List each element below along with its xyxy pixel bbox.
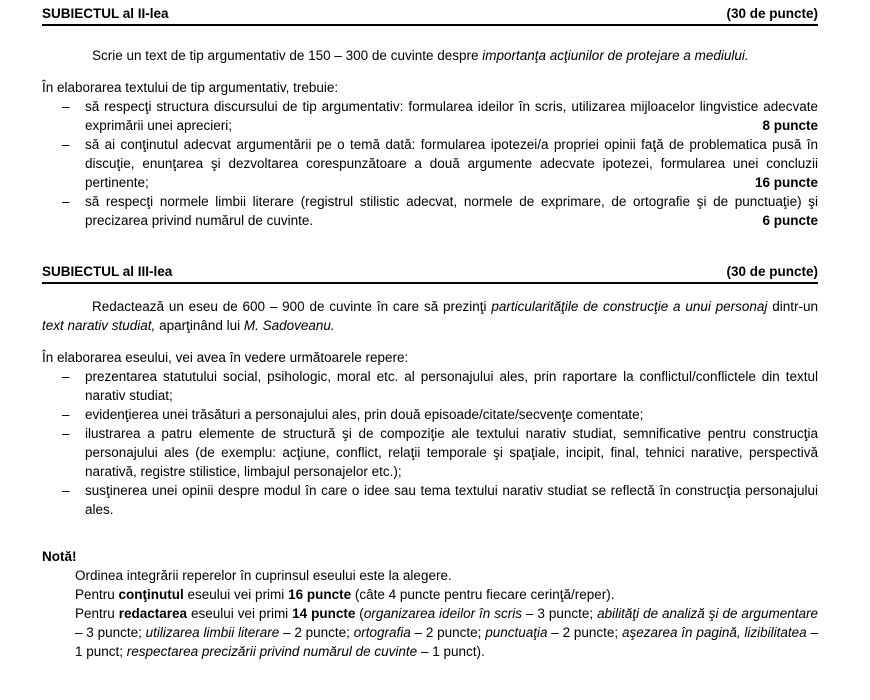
bullet-dash: –	[62, 483, 70, 498]
section3-header	[42, 262, 818, 284]
text-run-italic: organizarea ideilor în scris	[363, 606, 522, 621]
note-line-content-points	[75, 585, 818, 604]
text-run: să respecţi normele limbii literare (registrul stilistic adecvat, normele de exprimare, de ortografie şi de punctuaţie) şi precizarea privind numărul de cuvinte.	[85, 194, 818, 228]
requirement-item	[42, 424, 818, 481]
text-run: (	[355, 606, 364, 621]
text-run: dintr-un	[767, 299, 819, 314]
text-run: – 2 puncte;	[279, 625, 354, 640]
text-run-italic: M. Sadoveanu.	[243, 318, 335, 333]
requirement-text	[85, 97, 818, 135]
bullet-dash: –	[62, 194, 70, 209]
text-run-bold: 16 puncte	[288, 587, 352, 602]
bullet-dash: –	[62, 426, 70, 441]
requirement-text	[85, 135, 818, 192]
note-line-writing-points	[75, 604, 818, 661]
section3-requirements	[42, 367, 818, 519]
text-run-bold: redactarea	[118, 606, 188, 621]
text-run-italic: importanţa acţiunilor de protejare a mediului.	[482, 48, 749, 63]
section3-task-paragraph	[42, 297, 818, 335]
requirement-item	[42, 97, 818, 135]
text-run: aparţinând lui	[155, 318, 244, 333]
points-label: 6 puncte	[762, 213, 818, 228]
text-run: eseului vei primi	[183, 587, 289, 602]
text-run-bold: conţinutul	[118, 587, 184, 602]
requirement-text	[85, 481, 818, 519]
text-run: prezentarea statutului social, psihologic, moral etc. al personajului ales, prin raportare la conflictul/conflictele din textul narativ studiat;	[85, 369, 818, 403]
text-run: – 2 puncte;	[547, 625, 622, 640]
text-run: eseului vei primi	[187, 606, 293, 621]
text-run: – 3 puncte;	[75, 625, 146, 640]
requirement-item	[42, 135, 818, 192]
text-run: evidenţierea unei trăsături a personajului ales, prin două episoade/citate/secvenţe comentate;	[85, 407, 644, 422]
note-label: Notă!	[42, 549, 77, 564]
section2-title: SUBIECTUL al II-lea	[42, 6, 169, 21]
requirement-text	[85, 424, 818, 481]
text-run: să respecţi structura discursului de tip argumentativ: formularea ideilor în scris, utilizarea mijloacelor lingvistice adecvate exprimării unei aprecieri;	[85, 99, 818, 133]
section2-header	[42, 4, 818, 26]
section2-task-paragraph	[42, 46, 818, 65]
text-run-italic: particularităţile de construcţie a unui personaj	[491, 299, 768, 314]
text-run: – 1 punct).	[417, 644, 485, 659]
bullet-dash: –	[62, 99, 70, 114]
section2-lead: În elaborarea textului de tip argumentativ, trebuie:	[42, 80, 339, 95]
text-run-italic: ortografia	[353, 625, 411, 640]
section3-title: SUBIECTUL al III-lea	[42, 264, 173, 279]
section3-points: (30 de puncte)	[726, 264, 818, 279]
note-line-order: Ordinea integrării reperelor în cuprinsul eseului este la alegere.	[75, 568, 452, 583]
bullet-dash: –	[62, 137, 70, 152]
text-run: Pentru	[75, 587, 119, 602]
requirement-text	[85, 367, 818, 405]
requirement-item	[42, 405, 818, 424]
text-run: Redactează un eseu de 600 – 900 de cuvinte în care să prezinţi	[92, 299, 492, 314]
points-label: 8 puncte	[762, 118, 818, 133]
text-run: (câte 4 puncte pentru fiecare cerinţă/reper).	[351, 587, 615, 602]
text-run: – 1 punct;	[75, 625, 818, 659]
text-run-italic: abilităţi de analiză şi de argumentare	[597, 606, 818, 621]
text-run-italic: punctuaţia	[485, 625, 548, 640]
text-run: Pentru	[75, 606, 119, 621]
text-run: – 3 puncte;	[521, 606, 598, 621]
requirement-item	[42, 192, 818, 230]
text-run-bold: 14 puncte	[292, 606, 356, 621]
bullet-dash: –	[62, 369, 70, 384]
section3-lead: În elaborarea eseului, vei avea în vedere următoarele repere:	[42, 350, 409, 365]
requirement-text	[85, 405, 818, 424]
text-run: – 2 puncte;	[410, 625, 486, 640]
section2-requirements	[42, 97, 818, 230]
section2-points: (30 de puncte)	[726, 6, 818, 21]
requirement-item	[42, 481, 818, 519]
text-run-italic: aşezarea în pagină, lizibilitatea	[621, 625, 807, 640]
text-run-italic: respectarea precizării privind numărul de cuvinte	[126, 644, 418, 659]
text-run-italic: utilizarea limbii literare	[145, 625, 280, 640]
text-run: Scrie un text de tip argumentativ de 150 – 300 de cuvinte despre	[92, 48, 483, 63]
text-run-italic: text narativ studiat,	[42, 318, 156, 333]
text-run: să ai conţinutul adecvat argumentării pe o temă dată: formularea ipotezei/a propriei opinii faţă de problematica pusă în discuţie, enunţarea şi dezvoltarea corespunzătoare a două argumente adecvate ipotezei, formularea unei concluzii pertinente;	[85, 137, 818, 190]
text-run: susţinerea unei opinii despre modul în care o idee sau tema textului narativ studiat se reflectă în construcţia personajului ales.	[85, 483, 818, 517]
text-run: ilustrarea a patru elemente de structură şi de compoziţie ale textului narativ studiat, semnificative pentru construcţia personajului ales (de exemplu: acţiune, conflict, relaţii temporale şi spaţiale, incipit, final, tehnici narative, perspectivă narativă, registre stilistice, limbajul personajelor etc.);	[85, 426, 818, 479]
requirement-item	[42, 367, 818, 405]
points-label: 16 puncte	[754, 175, 818, 190]
bullet-dash: –	[62, 407, 70, 422]
requirement-text	[85, 192, 818, 230]
